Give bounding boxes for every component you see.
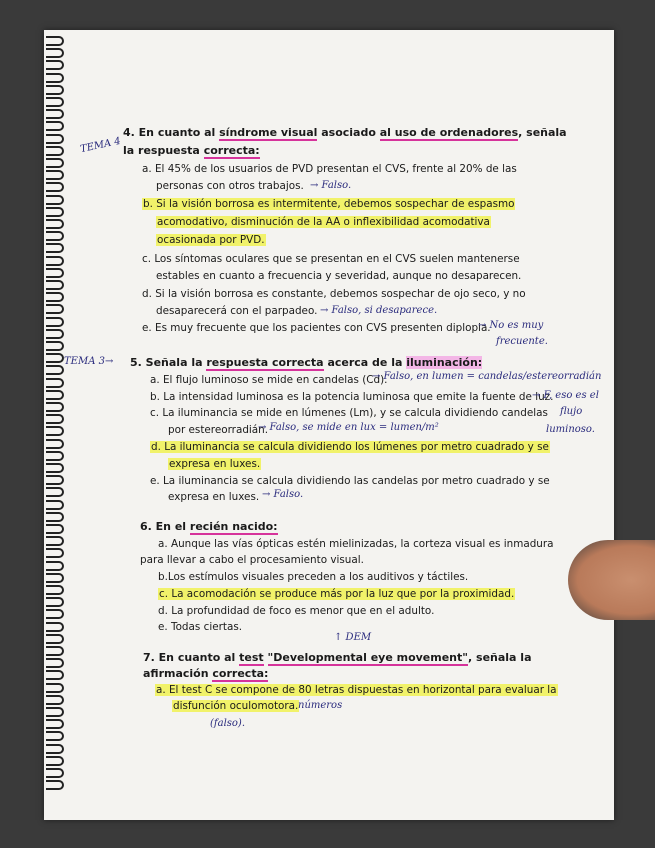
q7-note-dem: ↑ DEM — [334, 632, 372, 643]
spiral-ring — [46, 109, 64, 119]
spiral-ring — [46, 524, 64, 534]
q5-option-a: a. El flujo luminoso se mide en candelas (Cd). — [150, 374, 388, 386]
q4-option-a-cont: personas con otros trabajos. — [156, 180, 304, 192]
q7-note-a: números — [298, 700, 343, 711]
spiral-ring — [46, 378, 64, 388]
q5-note-a: → Falso, en lumen = candelas/estereorradián — [372, 371, 602, 382]
q4-note-e2: frecuente. — [496, 336, 548, 347]
spiral-ring — [46, 585, 64, 595]
spiral-ring — [46, 60, 64, 70]
spiral-ring — [46, 48, 64, 58]
spiral-ring — [46, 768, 64, 778]
q7-option-a-cont: disfunción oculomotora. — [173, 700, 299, 712]
q6-option-a-cont: para llevar a cabo el procesamiento visual. — [140, 554, 364, 566]
q4-note-e: → No es muy — [478, 320, 544, 331]
spiral-ring — [46, 365, 64, 375]
spiral-ring — [46, 341, 64, 351]
q5-note-b3: luminoso. — [546, 424, 595, 435]
q6-option-b: b.Los estímulos visuales preceden a los auditivos y táctiles. — [158, 571, 469, 583]
spiral-ring — [46, 317, 64, 327]
q5-option-b: b. La intensidad luminosa es la potencia luminosa que emite la fuente de luz. — [150, 391, 554, 403]
q4-option-c-cont: estables en cuanto a frecuencia y severidad, aunque no desaparecen. — [156, 270, 522, 282]
spiral-ring — [46, 219, 64, 229]
q7-option-a: a. El test C se compone de 80 letras dispuestas en horizontal para evaluar la — [156, 684, 557, 696]
spiral-ring — [46, 646, 64, 656]
spiral-ring — [46, 85, 64, 95]
spiral-ring — [46, 548, 64, 558]
spiral-binding — [44, 36, 66, 796]
q5-note-e: → Falso. — [262, 489, 304, 500]
spiral-ring — [46, 231, 64, 241]
spiral-ring — [46, 256, 64, 266]
spiral-ring — [46, 719, 64, 729]
spiral-ring — [46, 170, 64, 180]
q5-option-e: e. La iluminancia se calcula dividiendo las candelas por metro cuadrado y se — [150, 475, 550, 487]
spiral-ring — [46, 329, 64, 339]
spiral-ring — [46, 195, 64, 205]
margin-note-tema3: TEMA 3→ — [64, 356, 114, 367]
spiral-ring — [46, 451, 64, 461]
q4-option-a: a. El 45% de los usuarios de PVD presentan el CVS, frente al 20% de las — [142, 163, 517, 175]
spiral-ring — [46, 500, 64, 510]
q5-note-b: → F, eso es el — [532, 390, 599, 401]
q5-option-e-cont: expresa en luxes. — [168, 491, 260, 503]
spiral-ring — [46, 121, 64, 131]
q5-option-c: c. La iluminancia se mide en lúmenes (Lm), y se calcula dividiendo candelas — [150, 407, 548, 419]
q4-note-a: → Falso. — [310, 180, 352, 191]
spiral-ring — [46, 475, 64, 485]
q7-note-a2: (falso). — [210, 718, 245, 729]
spiral-ring — [46, 463, 64, 473]
spiral-ring — [46, 268, 64, 278]
q6-option-a: a. Aunque las vías ópticas estén mielinizadas, la corteza visual es inmadura — [158, 538, 554, 550]
spiral-ring — [46, 182, 64, 192]
spiral-ring — [46, 609, 64, 619]
q4-option-d-cont: desaparecerá con el parpadeo. — [156, 305, 318, 317]
spiral-ring — [46, 622, 64, 632]
q5-title: 5. Señala la respuesta correcta acerca de la iluminación: — [130, 356, 483, 369]
q4-option-e: e. Es muy frecuente que los pacientes con CVS presenten diplopia. — [142, 322, 491, 334]
q6-option-d: d. La profundidad de foco es menor que en el adulto. — [158, 605, 435, 617]
spiral-ring — [46, 658, 64, 668]
spiral-ring — [46, 304, 64, 314]
spiral-ring — [46, 536, 64, 546]
spiral-ring — [46, 390, 64, 400]
spiral-ring — [46, 439, 64, 449]
q7-title: 7. En cuanto al test "Developmental eye movement", señala la — [143, 651, 532, 664]
spiral-ring — [46, 573, 64, 583]
spiral-ring — [46, 414, 64, 424]
thumb — [568, 540, 655, 620]
spiral-ring — [46, 243, 64, 253]
spiral-ring — [46, 158, 64, 168]
spiral-ring — [46, 670, 64, 680]
spiral-ring — [46, 426, 64, 436]
q4-note-d: → Falso, si desaparece. — [320, 305, 438, 316]
spiral-ring — [46, 780, 64, 790]
spiral-ring — [46, 97, 64, 107]
q4-option-d: d. Si la visión borrosa es constante, debemos sospechar de ojo seco, y no — [142, 288, 526, 300]
spiral-ring — [46, 561, 64, 571]
margin-note-tema4: TEMA 4 — [79, 135, 122, 156]
q4-option-b-cont2: ocasionada por PVD. — [157, 234, 265, 246]
q4-title-line2: la respuesta correcta: — [123, 144, 260, 157]
spiral-ring — [46, 756, 64, 766]
spiral-ring — [46, 207, 64, 217]
q5-option-d-cont: expresa en luxes. — [169, 458, 261, 470]
q4-title: 4. En cuanto al síndrome visual asociado al uso de ordenadores, señala — [123, 126, 567, 139]
spiral-ring — [46, 134, 64, 144]
q6-option-e: e. Todas ciertas. — [158, 621, 243, 633]
q7-title-line2: afirmación correcta: — [143, 667, 269, 680]
q5-note-b2: flujo — [560, 406, 583, 417]
spiral-ring — [46, 512, 64, 522]
q6-option-c: c. La acomodación se produce más por la luz que por la proximidad. — [159, 588, 515, 600]
spiral-ring — [46, 683, 64, 693]
spiral-ring — [46, 634, 64, 644]
spiral-ring — [46, 597, 64, 607]
q4-option-c: c. Los síntomas oculares que se presentan en el CVS suelen mantenerse — [142, 253, 520, 265]
q6-title: 6. En el recién nacido: — [140, 520, 278, 533]
q5-option-c-cont: por estereorradián. — [168, 424, 269, 436]
spiral-ring — [46, 73, 64, 83]
spiral-ring — [46, 292, 64, 302]
spiral-ring — [46, 36, 64, 46]
q4-option-b: b. Si la visión borrosa es intermitente, debemos sospechar de espasmo — [143, 198, 515, 210]
spiral-ring — [46, 695, 64, 705]
spiral-ring — [46, 707, 64, 717]
spiral-ring — [46, 146, 64, 156]
spiral-ring — [46, 402, 64, 412]
spiral-ring — [46, 280, 64, 290]
q5-note-c: → Falso, se mide en lux = lumen/m² — [258, 422, 439, 433]
spiral-ring — [46, 353, 64, 363]
q4-option-b-cont: acomodativo, disminución de la AA o inflexibilidad acomodativa — [157, 216, 490, 228]
q5-option-d: d. La iluminancia se calcula dividiendo los lúmenes por metro cuadrado y se — [151, 441, 549, 453]
spiral-ring — [46, 744, 64, 754]
spiral-ring — [46, 731, 64, 741]
spiral-ring — [46, 487, 64, 497]
